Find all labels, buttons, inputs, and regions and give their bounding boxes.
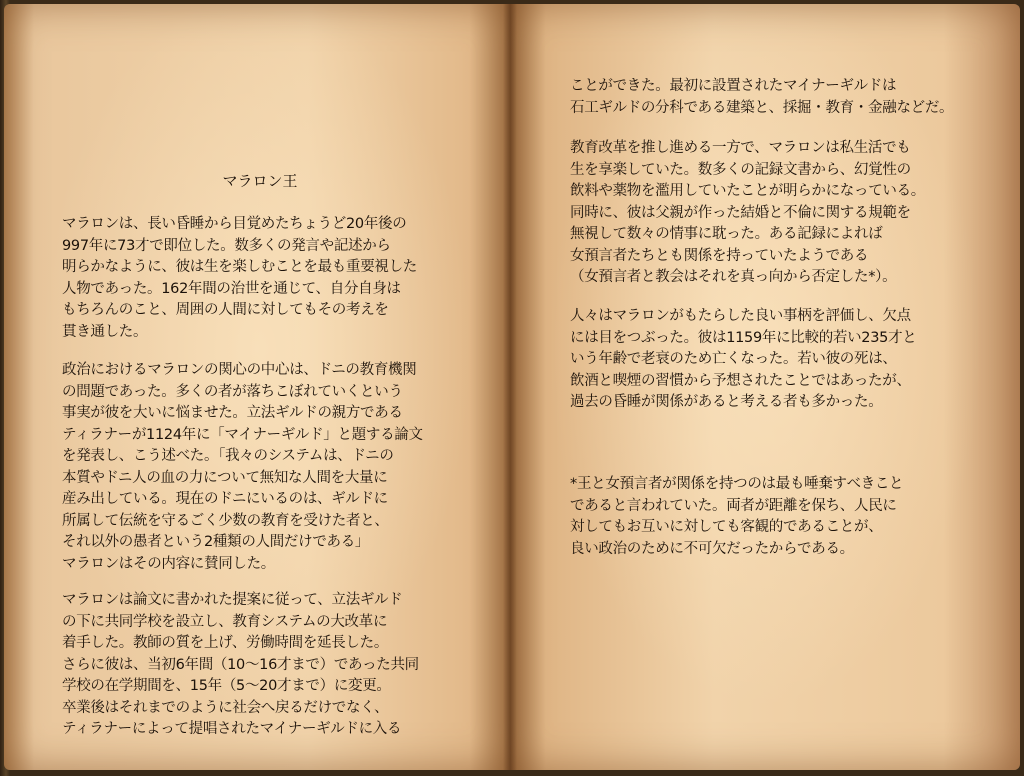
left-paragraph-3: マラロンは論文に書かれた提案に従って、立法ギルド の下に共同学校を設立し、教育システムの大改革に 着手した。教師の質を上げ、労働時間を延長した。 さらに彼は、当初6年間（10～16才まで）であった共同 学校の在学期間を、15年（5～20才まで）に変更。 卒業後はそれまでのように社会へ戻るだけでなく、 ティラナーによって提唱されたマイナーギルドに入る [62, 592, 419, 737]
left-paragraph-2: 政治におけるマラロンの関心の中心は、ドニの教育機関 の問題であった。多くの者が落ちこぼれていくという 事実が彼を大いに悩ませた。立法ギルドの親方である ティラナーが1124年に「マイナーギルド」と題する論文 を発表し、こう述べた。「我々のシステムは、ドニの 本質やドニ人の血の力について無知な人間を大量に 産み出している。現在のドニにいるのは、ギルドに 所属して伝統を守るごく少数の教育を受けた者と、 それ以外の愚者という2種類の人間だけである」 マラロンはその内容に賛同した。 [62, 362, 423, 572]
right-paragraph-3: 人々はマラロンがもたらした良い事柄を評価し、欠点 には目をつぶった。彼は1159年に比較的若い235才と いう年齢で老衰のため亡くなった。若い彼の死は、 飲酒と喫煙の習慣から予想されたことではあったが、 過去の昏睡が関係があると考える者も多かった。 [570, 308, 917, 410]
right-paragraph-1: ことができた。最初に設置されたマイナーギルドは 石工ギルドの分科である建築と、採掘・教育・金融などだ。 [570, 78, 954, 116]
right-paragraph-2: 教育改革を推し進める一方で、マラロンは私生活でも 生を享楽していた。数多くの記録文書から、幻覚性の 飲料や薬物を濫用していたことが明らかになっている。 同時に、彼は父親が作った結婚と不倫に関する規範を 無視して数々の情事に耽った。ある記録によれば 女預言者たちとも関係を持っていたようである （女預言者と教会はそれを真っ向から否定した*）。 [570, 140, 925, 285]
left-page[interactable] [4, 4, 510, 770]
footnote: *王と女預言者が関係を持つのは最も唾棄すべきこと であると言われていた。両者が距離を保ち、人民に 対してもお互いに対しても客観的であることが、 良い政治のために不可欠だったからである。 [570, 476, 904, 557]
chapter-title: マラロン王 [222, 172, 298, 190]
book-spine [503, 4, 517, 770]
left-paragraph-1: マラロンは、長い昏睡から目覚めたちょうど20年後の 997年に73才で即位した。数多くの発言や記述から 明らかなように、彼は生を楽しむことを最も重要視した 人物であった。162年間の治世を通じて、自分自身は もちろんのこと、周囲の人間に対してもその考えを 貫き通した。 [62, 216, 417, 340]
right-page[interactable] [510, 4, 1020, 770]
